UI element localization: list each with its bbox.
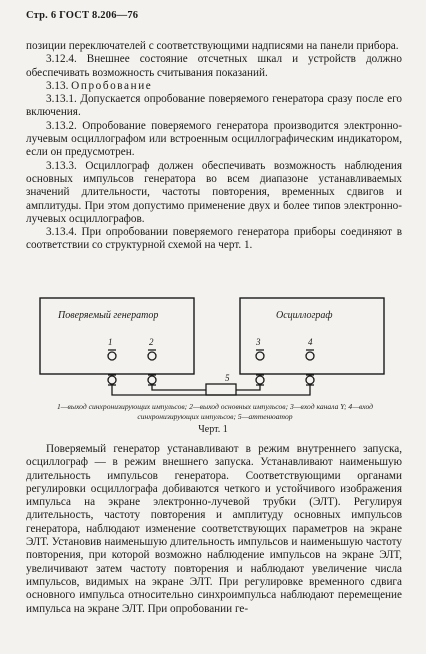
text-bottom [26,443,402,616]
section-number: 3.13. [46,79,69,92]
paragraph: 3.13.1. Допускается опробование поверяемого генератора сразу после его включения. [26,93,402,119]
plug-icon [108,375,116,385]
paragraph: 3.13.2. Опробование поверяемого генератора производится электронно-лучевым осциллографом или встроенным осциллографическим индикатором, если он предусмотрен. [26,119,402,159]
figure-label: Черт. 1 [198,424,228,435]
connector-icon [148,350,156,360]
wire [236,385,260,390]
oscilloscope-label: Осциллограф [276,310,333,321]
connector-icon [108,350,116,360]
plug-icon [256,375,264,385]
text-top [26,40,402,253]
page-header: Стр. 6 ГОСТ 8.206—76 [26,10,139,21]
paragraph: Поверяемый генератор устанавливают в режим внутреннего запуска, осциллограф — в режим внешнего запуска. Устанавливают наименьшую длительность импульсов генератора. Соответствующими органами регулировки осциллографа добиваются четкого и устойчивого изображения импульса на экране электронно-лучевой трубки (ЭЛТ). Регулируя длительность, частоту повторения и амплитуду основных импульсов генератора, наблюдают изменение соответствующих параметров на экране ЭЛТ. Установив наименьшую длительность импульсов и наименьшую частоту повторения, при которой возможно наблюдение импульсов на экране ЭЛТ, увеличивают затем частоту повторения и наблюдают увеличение числа импульсов, видимых на экране ЭЛТ. При регулировке временного сдвига основного импульса относительно синхроимпульса наблюдают перемещение импульса на экране ЭЛТ. При опробовании ге- [26,443,402,615]
port-label-1: 1 [108,337,113,347]
block-diagram [26,292,402,396]
figure-legend: 1—выход синхронизирующих импульсов; 2—выход основных импульсов; 3—вход канала Y; 4—вход синхронизирующих импульсов; 5—аттенюатор [56,402,374,421]
connector-icon [256,350,264,360]
paragraph: 3.13.3. Осциллограф должен обеспечивать возможность наблюдения основных импульсов генератора во всем диапазоне устанавливаемых значений длительности, частоты повторения, временных сдвигов и амплитуды. При этом допустимо применение двух и более типов электронно-лучевых осциллографов. [26,159,402,225]
paragraph: 3.12.4. Внешнее состояние отсчетных шкал и устройств должно обеспечивать возможность считывания показаний. [26,53,402,79]
section-title [26,80,402,93]
port-label-3: 3 [256,337,261,347]
plug-icon [148,375,156,385]
wire [152,385,206,390]
paragraph: позиции переключателей с соответствующими надписями на панели прибора. [26,40,399,52]
paragraph: 3.13.4. При опробовании поверяемого генератора приборы соединяют в соответствии со структурной схемой на черт. 1. [26,226,402,252]
attenuator-box [206,384,236,395]
connector-icon [306,350,314,360]
port-label-2: 2 [149,337,154,347]
generator-label: Поверяемый генератор [58,310,159,321]
attenuator-label: 5 [225,373,230,383]
plug-icon [306,375,314,385]
port-label-4: 4 [308,337,313,347]
section-word: Опробование [71,79,153,92]
